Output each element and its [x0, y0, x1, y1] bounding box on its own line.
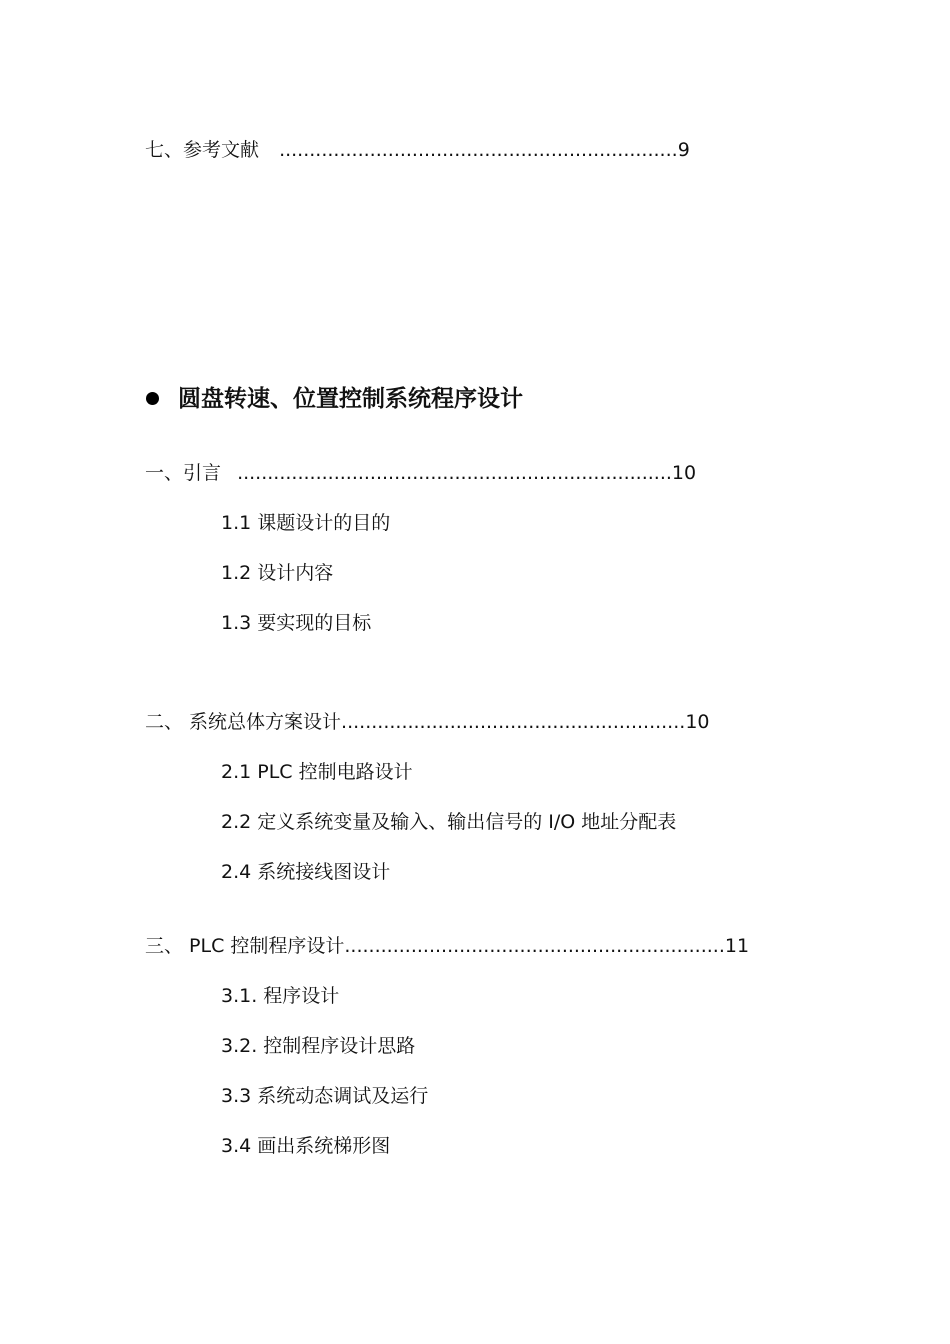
toc-subentry: 1.3 要实现的目标: [221, 612, 372, 634]
toc-leader-dots: ..................................................................: [279, 139, 678, 161]
toc-entry-label: 七、参考文献: [145, 139, 260, 161]
toc-subentry: 3.1. 程序设计: [221, 985, 340, 1007]
toc-leader-dots: ........................................................................: [237, 462, 672, 484]
toc-subentry: 1.2 设计内容: [221, 562, 334, 584]
toc-entry-label: 三、 PLC 控制程序设计: [145, 935, 345, 957]
bullet-icon: [146, 392, 159, 405]
toc-entry-chapter-3: [145, 934, 749, 958]
toc-entry-chapter-2: [145, 710, 710, 734]
toc-subentry: 1.1 课题设计的目的: [221, 512, 391, 534]
toc-subentry: 2.4 系统接线图设计: [221, 861, 391, 883]
toc-subentry: 2.1 PLC 控制电路设计: [221, 761, 413, 783]
toc-page-number: 11: [724, 935, 750, 957]
toc-subentry: 3.3 系统动态调试及运行: [221, 1085, 429, 1107]
toc-subentry: 3.4 画出系统梯形图: [221, 1135, 391, 1157]
toc-leader-dots: .........................................................: [341, 711, 686, 733]
toc-page-number: 10: [671, 462, 697, 484]
toc-leader-dots: ...............................................................: [344, 935, 725, 957]
toc-page-number: 9: [677, 139, 690, 161]
toc-page-number: 10: [685, 711, 710, 733]
toc-subentry: 3.2. 控制程序设计思路: [221, 1035, 416, 1057]
toc-entry-chapter-1: [145, 461, 696, 485]
toc-subentry: 2.2 定义系统变量及输入、输出信号的 I/O 地址分配表: [221, 811, 677, 833]
toc-entry-references: [145, 138, 690, 162]
section-heading: 圆盘转速、位置控制系统程序设计: [178, 386, 523, 412]
toc-entry-label: 二、 系统总体方案设计: [145, 711, 342, 733]
toc-entry-label: 一、引言: [145, 462, 222, 484]
